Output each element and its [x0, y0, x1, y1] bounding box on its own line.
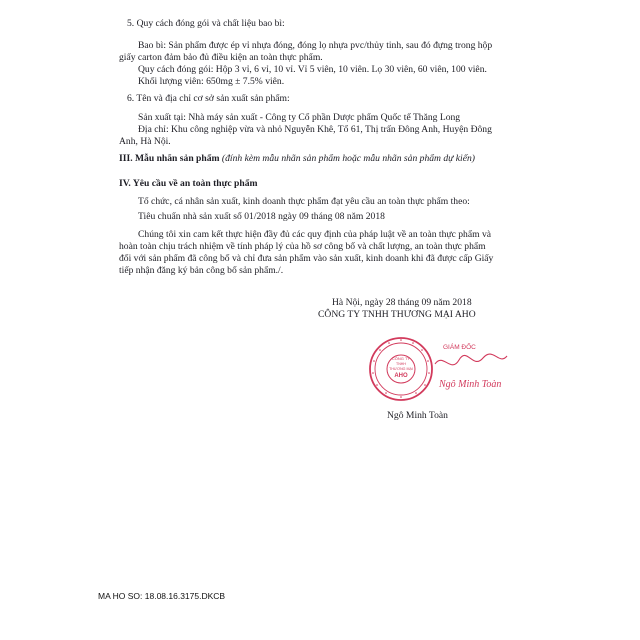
section4-heading: IV. Yêu cầu về an toàn thực phẩm [119, 178, 258, 189]
commitment-line-4: tiếp nhận đăng ký bản công bố sản phẩm./. [119, 265, 284, 276]
svg-text:CÔNG TY: CÔNG TY [391, 356, 411, 361]
section3-row [119, 153, 475, 165]
section3-note: (đính kèm mẫu nhãn sản phẩm hoặc mẫu nhãn sản phẩm dự kiến) [221, 153, 475, 164]
svg-text:Ngô Minh Toàn: Ngô Minh Toàn [439, 379, 502, 390]
svg-text:GIÁM ĐỐC: GIÁM ĐỐC [443, 344, 476, 351]
svg-text:TNHH: TNHH [396, 362, 406, 366]
section6-heading: 6. Tên và địa chỉ cơ sở sản xuất sản phẩm: [127, 93, 290, 104]
section5-line-4: Khối lượng viên: 650mg ± 7.5% viên. [138, 76, 285, 87]
commitment-line-3: đối với sản phẩm đã công bố và chỉ đưa sản phẩm vào sản xuất, kinh doanh khi đã được cấp Giấy [119, 253, 494, 264]
svg-text:THƯƠNG MẠI: THƯƠNG MẠI [389, 367, 413, 371]
signer-name: Ngô Minh Toàn [387, 410, 448, 421]
section5-line-1: Bao bì: Sản phẩm được ép vỉ nhựa đóng, đóng lọ nhựa pvc/thủy tinh, sau đó đựng trong hộp [138, 40, 493, 51]
section5-heading: 5. Quy cách đóng gói và chất liệu bao bì: [127, 18, 285, 29]
section5-line-3: Quy cách đóng gói: Hộp 3 vỉ, 6 vỉ, 10 vỉ. Vỉ 5 viên, 10 viên. Lọ 30 viên, 60 viên, 100 viên. [138, 64, 487, 75]
section6-line-3: Anh, Hà Nội. [119, 136, 171, 147]
director-signature [433, 340, 513, 400]
company-seal-stamp [367, 335, 435, 403]
section5-line-2: giấy carton đảm bảo đủ điều kiện an toàn thực phẩm. [119, 52, 323, 63]
commitment-line-2: hoàn toàn chịu trách nhiệm về tính pháp lý của hồ sơ công bố và chất lượng, an toàn thực phẩm [119, 241, 486, 252]
section6-line-2: Địa chỉ: Khu công nghiệp vừa và nhỏ Nguyễn Khê, Tổ 61, Thị trấn Đông Anh, Huyện Đông [138, 124, 492, 135]
commitment-line-1: Chúng tôi xin cam kết thực hiện đầy đủ các quy định của pháp luật về an toàn thực phẩm và [138, 229, 492, 240]
svg-text:AHO: AHO [394, 373, 408, 379]
company-name: CÔNG TY TNHH THƯƠNG MẠI AHO [318, 309, 476, 320]
section4-line-1: Tổ chức, cá nhân sản xuất, kinh doanh thực phẩm đạt yêu cầu an toàn thực phẩm theo: [138, 196, 470, 207]
section4-line-2: Tiêu chuẩn nhà sản xuất số 01/2018 ngày 09 tháng 08 năm 2018 [138, 211, 385, 222]
section3-heading: III. Mẫu nhãn sản phẩm [119, 153, 220, 164]
place-date: Hà Nội, ngày 28 tháng 09 năm 2018 [332, 297, 472, 308]
file-code: MA HO SO: 18.08.16.3175.DKCB [98, 591, 226, 601]
section6-line-1: Sản xuất tại: Nhà máy sản xuất - Công ty Cổ phần Dược phẩm Quốc tế Thăng Long [138, 112, 461, 123]
